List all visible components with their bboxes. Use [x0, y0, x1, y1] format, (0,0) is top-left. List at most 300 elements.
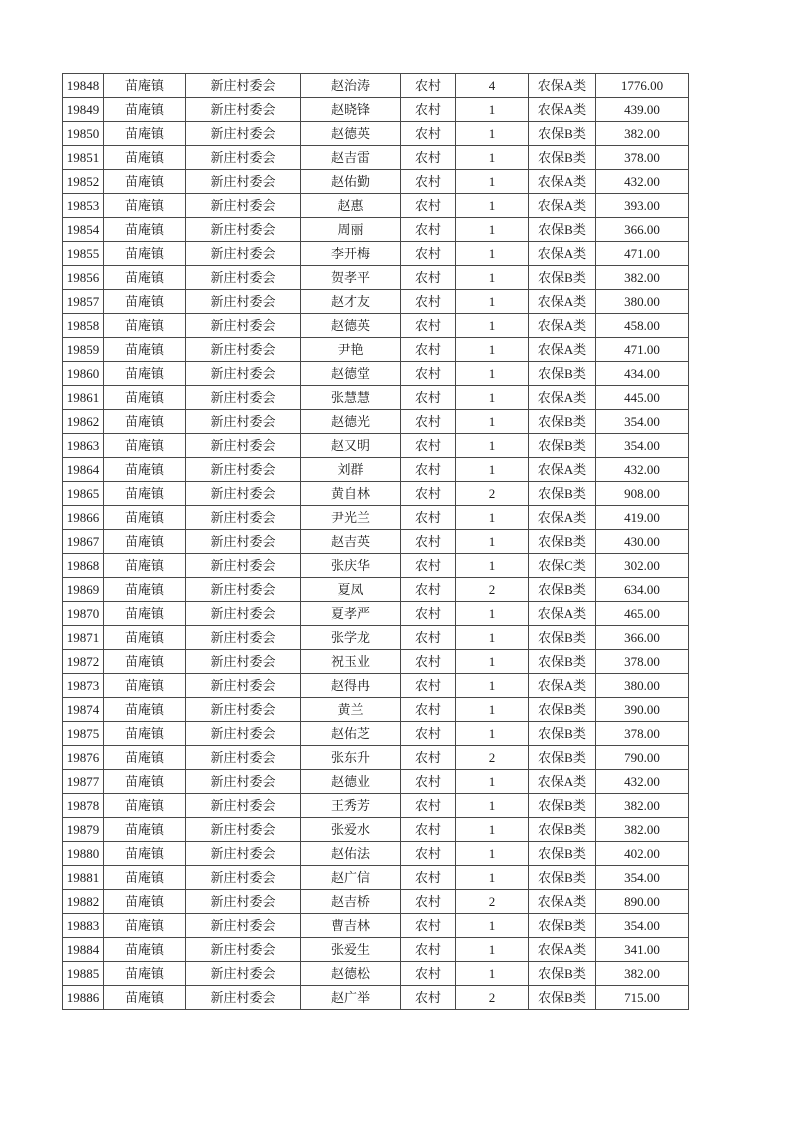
cell-name: 赵吉雷: [301, 146, 401, 170]
table-row: [63, 626, 689, 650]
cell-type: 农村: [401, 674, 456, 698]
cell-category: 农保B类: [529, 482, 596, 506]
cell-id: 19855: [63, 242, 104, 266]
cell-name: 周丽: [301, 218, 401, 242]
cell-type: 农村: [401, 242, 456, 266]
table-row: [63, 170, 689, 194]
cell-town: 苗庵镇: [104, 338, 186, 362]
cell-count: 2: [456, 482, 529, 506]
cell-count: 1: [456, 122, 529, 146]
cell-id: 19883: [63, 914, 104, 938]
cell-town: 苗庵镇: [104, 98, 186, 122]
cell-type: 农村: [401, 842, 456, 866]
cell-amount: 378.00: [596, 650, 689, 674]
cell-category: 农保A类: [529, 290, 596, 314]
cell-village: 新庄村委会: [186, 938, 301, 962]
cell-name: 张庆华: [301, 554, 401, 578]
cell-town: 苗庵镇: [104, 938, 186, 962]
cell-name: 贺孝平: [301, 266, 401, 290]
cell-count: 1: [456, 458, 529, 482]
cell-type: 农村: [401, 74, 456, 98]
cell-amount: 390.00: [596, 698, 689, 722]
cell-category: 农保B类: [529, 698, 596, 722]
table-row: [63, 434, 689, 458]
cell-amount: 634.00: [596, 578, 689, 602]
cell-name: 曹吉林: [301, 914, 401, 938]
cell-amount: 378.00: [596, 722, 689, 746]
cell-category: 农保A类: [529, 770, 596, 794]
cell-name: 赵德业: [301, 770, 401, 794]
table-row: [63, 314, 689, 338]
cell-id: 19848: [63, 74, 104, 98]
cell-village: 新庄村委会: [186, 74, 301, 98]
table-row: [63, 722, 689, 746]
cell-name: 祝玉业: [301, 650, 401, 674]
cell-village: 新庄村委会: [186, 458, 301, 482]
cell-count: 1: [456, 674, 529, 698]
cell-count: 1: [456, 698, 529, 722]
cell-type: 农村: [401, 938, 456, 962]
cell-name: 赵惠: [301, 194, 401, 218]
table-row: [63, 458, 689, 482]
table-row: [63, 122, 689, 146]
cell-id: 19885: [63, 962, 104, 986]
table-row: [63, 410, 689, 434]
cell-amount: 432.00: [596, 458, 689, 482]
cell-id: 19851: [63, 146, 104, 170]
table-row: [63, 506, 689, 530]
cell-name: 赵德堂: [301, 362, 401, 386]
cell-village: 新庄村委会: [186, 554, 301, 578]
table-row: [63, 770, 689, 794]
cell-amount: 393.00: [596, 194, 689, 218]
cell-category: 农保B类: [529, 434, 596, 458]
cell-category: 农保A类: [529, 74, 596, 98]
table-row: [63, 746, 689, 770]
cell-id: 19861: [63, 386, 104, 410]
table-row: [63, 578, 689, 602]
cell-category: 农保A类: [529, 386, 596, 410]
cell-type: 农村: [401, 578, 456, 602]
cell-amount: 471.00: [596, 242, 689, 266]
cell-name: 王秀芳: [301, 794, 401, 818]
cell-town: 苗庵镇: [104, 794, 186, 818]
cell-id: 19873: [63, 674, 104, 698]
cell-village: 新庄村委会: [186, 338, 301, 362]
cell-category: 农保B类: [529, 530, 596, 554]
table-row: [63, 650, 689, 674]
table-row: [63, 890, 689, 914]
table-row: [63, 938, 689, 962]
table-row: [63, 962, 689, 986]
cell-village: 新庄村委会: [186, 122, 301, 146]
cell-village: 新庄村委会: [186, 602, 301, 626]
cell-type: 农村: [401, 794, 456, 818]
cell-town: 苗庵镇: [104, 818, 186, 842]
cell-id: 19879: [63, 818, 104, 842]
cell-category: 农保A类: [529, 674, 596, 698]
cell-id: 19870: [63, 602, 104, 626]
cell-category: 农保B类: [529, 650, 596, 674]
cell-town: 苗庵镇: [104, 74, 186, 98]
cell-category: 农保B类: [529, 626, 596, 650]
cell-name: 赵德英: [301, 122, 401, 146]
cell-type: 农村: [401, 146, 456, 170]
cell-town: 苗庵镇: [104, 218, 186, 242]
cell-id: 19874: [63, 698, 104, 722]
cell-id: 19868: [63, 554, 104, 578]
cell-town: 苗庵镇: [104, 434, 186, 458]
cell-village: 新庄村委会: [186, 794, 301, 818]
cell-category: 农保A类: [529, 194, 596, 218]
cell-type: 农村: [401, 170, 456, 194]
cell-amount: 354.00: [596, 866, 689, 890]
cell-name: 赵晓锋: [301, 98, 401, 122]
cell-count: 1: [456, 98, 529, 122]
cell-category: 农保A类: [529, 170, 596, 194]
table-row: [63, 554, 689, 578]
cell-type: 农村: [401, 410, 456, 434]
cell-village: 新庄村委会: [186, 242, 301, 266]
table-row: [63, 98, 689, 122]
cell-id: 19878: [63, 794, 104, 818]
cell-type: 农村: [401, 218, 456, 242]
cell-amount: 341.00: [596, 938, 689, 962]
cell-id: 19860: [63, 362, 104, 386]
cell-id: 19862: [63, 410, 104, 434]
cell-type: 农村: [401, 914, 456, 938]
cell-amount: 715.00: [596, 986, 689, 1010]
cell-amount: 432.00: [596, 170, 689, 194]
cell-count: 1: [456, 818, 529, 842]
cell-id: 19866: [63, 506, 104, 530]
table-row: [63, 362, 689, 386]
cell-id: 19852: [63, 170, 104, 194]
cell-type: 农村: [401, 602, 456, 626]
cell-town: 苗庵镇: [104, 242, 186, 266]
cell-type: 农村: [401, 194, 456, 218]
table-row: [63, 338, 689, 362]
cell-village: 新庄村委会: [186, 506, 301, 530]
cell-village: 新庄村委会: [186, 146, 301, 170]
cell-id: 19867: [63, 530, 104, 554]
cell-id: 19859: [63, 338, 104, 362]
cell-name: 赵吉英: [301, 530, 401, 554]
cell-count: 1: [456, 146, 529, 170]
cell-amount: 382.00: [596, 818, 689, 842]
cell-village: 新庄村委会: [186, 986, 301, 1010]
table-row: [63, 386, 689, 410]
cell-id: 19881: [63, 866, 104, 890]
cell-count: 1: [456, 962, 529, 986]
cell-town: 苗庵镇: [104, 194, 186, 218]
cell-count: 1: [456, 194, 529, 218]
cell-town: 苗庵镇: [104, 266, 186, 290]
cell-town: 苗庵镇: [104, 290, 186, 314]
cell-town: 苗庵镇: [104, 602, 186, 626]
cell-town: 苗庵镇: [104, 746, 186, 770]
cell-count: 1: [456, 914, 529, 938]
cell-type: 农村: [401, 962, 456, 986]
cell-town: 苗庵镇: [104, 530, 186, 554]
cell-amount: 380.00: [596, 290, 689, 314]
cell-name: 赵广信: [301, 866, 401, 890]
cell-type: 农村: [401, 746, 456, 770]
cell-name: 赵佑芝: [301, 722, 401, 746]
cell-id: 19854: [63, 218, 104, 242]
cell-id: 19877: [63, 770, 104, 794]
cell-count: 1: [456, 362, 529, 386]
cell-amount: 439.00: [596, 98, 689, 122]
table-row: [63, 530, 689, 554]
cell-count: 1: [456, 530, 529, 554]
cell-id: 19876: [63, 746, 104, 770]
cell-amount: 354.00: [596, 914, 689, 938]
cell-id: 19875: [63, 722, 104, 746]
cell-type: 农村: [401, 434, 456, 458]
cell-type: 农村: [401, 290, 456, 314]
cell-amount: 1776.00: [596, 74, 689, 98]
cell-amount: 465.00: [596, 602, 689, 626]
cell-type: 农村: [401, 890, 456, 914]
cell-amount: 378.00: [596, 146, 689, 170]
cell-count: 2: [456, 890, 529, 914]
cell-id: 19864: [63, 458, 104, 482]
cell-type: 农村: [401, 770, 456, 794]
cell-count: 1: [456, 938, 529, 962]
cell-town: 苗庵镇: [104, 314, 186, 338]
cell-type: 农村: [401, 986, 456, 1010]
cell-type: 农村: [401, 98, 456, 122]
cell-count: 1: [456, 866, 529, 890]
cell-village: 新庄村委会: [186, 170, 301, 194]
cell-town: 苗庵镇: [104, 146, 186, 170]
cell-village: 新庄村委会: [186, 98, 301, 122]
cell-count: 4: [456, 74, 529, 98]
cell-id: 19880: [63, 842, 104, 866]
cell-count: 1: [456, 242, 529, 266]
table-row: [63, 290, 689, 314]
cell-village: 新庄村委会: [186, 362, 301, 386]
cell-name: 李开梅: [301, 242, 401, 266]
table-row: [63, 818, 689, 842]
cell-town: 苗庵镇: [104, 578, 186, 602]
cell-village: 新庄村委会: [186, 698, 301, 722]
cell-town: 苗庵镇: [104, 386, 186, 410]
cell-amount: 366.00: [596, 626, 689, 650]
cell-category: 农保A类: [529, 98, 596, 122]
cell-count: 1: [456, 290, 529, 314]
cell-category: 农保A类: [529, 602, 596, 626]
cell-category: 农保B类: [529, 362, 596, 386]
cell-count: 1: [456, 314, 529, 338]
cell-town: 苗庵镇: [104, 986, 186, 1010]
cell-category: 农保B类: [529, 914, 596, 938]
cell-name: 刘群: [301, 458, 401, 482]
cell-category: 农保B类: [529, 578, 596, 602]
cell-name: 张慧慧: [301, 386, 401, 410]
cell-amount: 458.00: [596, 314, 689, 338]
cell-count: 1: [456, 722, 529, 746]
cell-category: 农保B类: [529, 146, 596, 170]
cell-id: 19850: [63, 122, 104, 146]
cell-category: 农保B类: [529, 410, 596, 434]
cell-town: 苗庵镇: [104, 506, 186, 530]
cell-category: 农保B类: [529, 986, 596, 1010]
cell-name: 赵德松: [301, 962, 401, 986]
cell-town: 苗庵镇: [104, 650, 186, 674]
cell-name: 赵佑勤: [301, 170, 401, 194]
cell-village: 新庄村委会: [186, 674, 301, 698]
cell-name: 赵才友: [301, 290, 401, 314]
cell-count: 1: [456, 170, 529, 194]
cell-type: 农村: [401, 698, 456, 722]
cell-village: 新庄村委会: [186, 578, 301, 602]
table-row: [63, 794, 689, 818]
cell-type: 农村: [401, 866, 456, 890]
table-row: [63, 482, 689, 506]
cell-village: 新庄村委会: [186, 482, 301, 506]
table-row: [63, 74, 689, 98]
cell-category: 农保C类: [529, 554, 596, 578]
cell-id: 19872: [63, 650, 104, 674]
cell-name: 赵佑法: [301, 842, 401, 866]
cell-category: 农保A类: [529, 890, 596, 914]
cell-town: 苗庵镇: [104, 170, 186, 194]
cell-amount: 382.00: [596, 962, 689, 986]
cell-village: 新庄村委会: [186, 890, 301, 914]
cell-amount: 354.00: [596, 434, 689, 458]
cell-id: 19849: [63, 98, 104, 122]
cell-name: 张爱生: [301, 938, 401, 962]
cell-type: 农村: [401, 362, 456, 386]
cell-village: 新庄村委会: [186, 266, 301, 290]
cell-type: 农村: [401, 386, 456, 410]
cell-village: 新庄村委会: [186, 722, 301, 746]
cell-id: 19884: [63, 938, 104, 962]
table-row: [63, 866, 689, 890]
cell-amount: 382.00: [596, 794, 689, 818]
cell-amount: 471.00: [596, 338, 689, 362]
cell-amount: 890.00: [596, 890, 689, 914]
cell-town: 苗庵镇: [104, 122, 186, 146]
cell-village: 新庄村委会: [186, 746, 301, 770]
cell-village: 新庄村委会: [186, 290, 301, 314]
cell-count: 1: [456, 266, 529, 290]
cell-category: 农保B类: [529, 746, 596, 770]
cell-village: 新庄村委会: [186, 866, 301, 890]
cell-village: 新庄村委会: [186, 194, 301, 218]
cell-town: 苗庵镇: [104, 554, 186, 578]
cell-category: 农保B类: [529, 842, 596, 866]
cell-village: 新庄村委会: [186, 530, 301, 554]
cell-town: 苗庵镇: [104, 914, 186, 938]
cell-id: 19857: [63, 290, 104, 314]
cell-town: 苗庵镇: [104, 890, 186, 914]
cell-type: 农村: [401, 650, 456, 674]
cell-type: 农村: [401, 122, 456, 146]
cell-type: 农村: [401, 314, 456, 338]
cell-type: 农村: [401, 626, 456, 650]
pension-payment-table: [62, 73, 689, 1010]
cell-category: 农保B类: [529, 794, 596, 818]
cell-town: 苗庵镇: [104, 842, 186, 866]
cell-amount: 354.00: [596, 410, 689, 434]
cell-village: 新庄村委会: [186, 650, 301, 674]
cell-count: 2: [456, 746, 529, 770]
cell-amount: 432.00: [596, 770, 689, 794]
cell-name: 尹艳: [301, 338, 401, 362]
cell-count: 1: [456, 218, 529, 242]
cell-category: 农保A类: [529, 338, 596, 362]
table-row: [63, 194, 689, 218]
cell-category: 农保A类: [529, 458, 596, 482]
cell-type: 农村: [401, 482, 456, 506]
cell-count: 2: [456, 578, 529, 602]
table-row: [63, 842, 689, 866]
cell-type: 农村: [401, 530, 456, 554]
cell-count: 1: [456, 794, 529, 818]
cell-town: 苗庵镇: [104, 770, 186, 794]
cell-town: 苗庵镇: [104, 362, 186, 386]
cell-name: 张爱水: [301, 818, 401, 842]
cell-type: 农村: [401, 722, 456, 746]
cell-amount: 366.00: [596, 218, 689, 242]
cell-name: 赵得冉: [301, 674, 401, 698]
cell-name: 夏凤: [301, 578, 401, 602]
table-row: [63, 146, 689, 170]
cell-village: 新庄村委会: [186, 626, 301, 650]
cell-village: 新庄村委会: [186, 314, 301, 338]
cell-town: 苗庵镇: [104, 962, 186, 986]
cell-id: 19886: [63, 986, 104, 1010]
cell-type: 农村: [401, 506, 456, 530]
table-row: [63, 674, 689, 698]
cell-category: 农保B类: [529, 818, 596, 842]
cell-name: 黄自林: [301, 482, 401, 506]
cell-amount: 382.00: [596, 122, 689, 146]
cell-village: 新庄村委会: [186, 770, 301, 794]
cell-name: 赵又明: [301, 434, 401, 458]
cell-count: 1: [456, 554, 529, 578]
cell-category: 农保B类: [529, 962, 596, 986]
table-row: [63, 266, 689, 290]
cell-amount: 445.00: [596, 386, 689, 410]
table-body: [63, 74, 689, 1010]
cell-amount: 380.00: [596, 674, 689, 698]
cell-name: 赵德光: [301, 410, 401, 434]
cell-type: 农村: [401, 818, 456, 842]
cell-town: 苗庵镇: [104, 698, 186, 722]
table-row: [63, 218, 689, 242]
cell-id: 19865: [63, 482, 104, 506]
cell-amount: 382.00: [596, 266, 689, 290]
cell-amount: 434.00: [596, 362, 689, 386]
cell-town: 苗庵镇: [104, 482, 186, 506]
cell-id: 19869: [63, 578, 104, 602]
cell-village: 新庄村委会: [186, 818, 301, 842]
cell-id: 19863: [63, 434, 104, 458]
cell-id: 19856: [63, 266, 104, 290]
cell-name: 赵吉桥: [301, 890, 401, 914]
cell-category: 农保A类: [529, 314, 596, 338]
cell-village: 新庄村委会: [186, 842, 301, 866]
cell-type: 农村: [401, 266, 456, 290]
cell-village: 新庄村委会: [186, 962, 301, 986]
cell-count: 1: [456, 842, 529, 866]
cell-name: 夏孝严: [301, 602, 401, 626]
cell-village: 新庄村委会: [186, 218, 301, 242]
